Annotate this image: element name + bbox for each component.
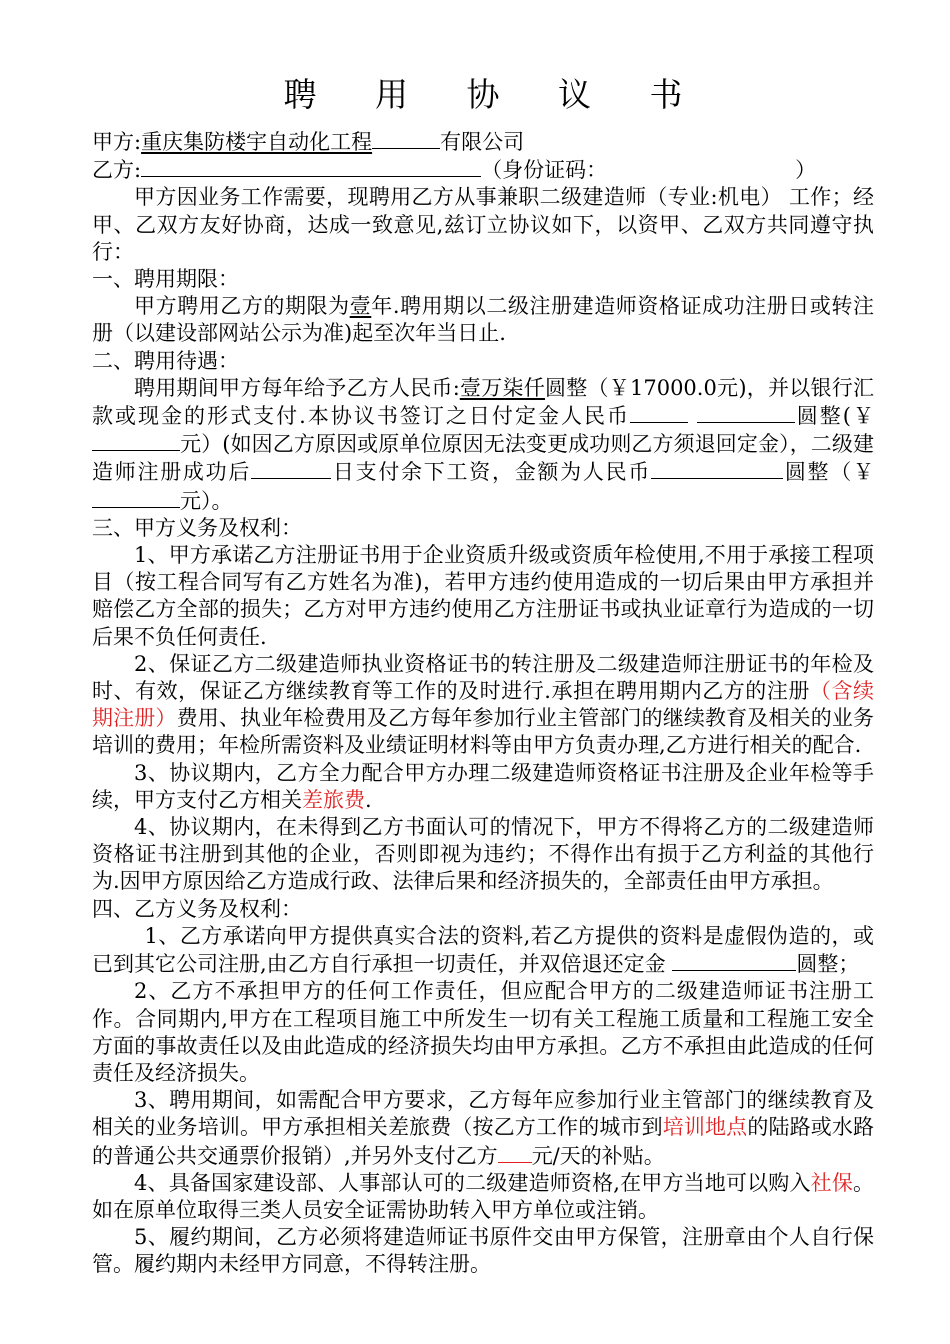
document-title: 聘 用 协 议 书 bbox=[283, 75, 707, 114]
party-a-line bbox=[92, 128, 874, 156]
section-4-item-4: 4、具备国家建设部、人事部认可的二级建造师资格,在甲方当地可以购入社保。如在原单位取得三类人员安全证需协助转入甲方单位或注销。 bbox=[92, 1170, 874, 1222]
section-4-item-5: 5、履约期间，乙方必须将建造师证书原件交由甲方保管，注册章由个人自行保管。履约期内未经甲方同意，不得转注册。 bbox=[92, 1225, 874, 1277]
amount-cn: 壹万柒仟 bbox=[459, 375, 545, 400]
renewal-note: （含续期注册） bbox=[92, 679, 874, 731]
section-2-heading: 二、聘用待遇： bbox=[92, 348, 239, 373]
party-b-line bbox=[92, 156, 874, 184]
deposit-cn-blank-2 bbox=[697, 402, 795, 423]
deposit-cn-blank-1 bbox=[630, 402, 688, 423]
pay-day-blank bbox=[251, 458, 331, 479]
deposit-num-blank bbox=[92, 430, 180, 451]
party-b-name-blank bbox=[141, 156, 481, 177]
section-4-item-1: 1、乙方承诺向甲方提供真实合法的资料,若乙方提供的资料是虚假伪造的，或已到其它公司注册,由乙方自行承担一切责任，并双倍退还定金 圆整； bbox=[92, 923, 874, 977]
section-3-heading: 三、甲方义务及权利： bbox=[92, 515, 302, 540]
party-a-blank bbox=[372, 128, 440, 149]
section-1-paragraph: 甲方聘用乙方的期限为壹年.聘用期以二级注册建造师资格证成功注册日或转注册（以建设部网站公示为准)起至次年当日止. bbox=[92, 294, 875, 346]
section-4-heading: 四、乙方义务及权利： bbox=[92, 896, 302, 921]
daily-allowance-blank bbox=[498, 1142, 532, 1163]
section-2-paragraph: 聘用期间甲方每年给予乙方人民币:壹万柒仟圆整（￥17000.0元)，并以银行汇款或现金的形式支付.本协议书签订之日付定金人民币 圆整(￥元）(如因乙方原因或原单位原因无法变更成功则乙方须退回定金），二级建造师注册成功后 日支付余下工资，金额为人民币 圆整（￥元）。 bbox=[92, 375, 875, 513]
refund-amount-blank bbox=[672, 950, 796, 971]
party-b-label: 乙方: bbox=[92, 158, 142, 183]
social-insurance-text: 社保 bbox=[810, 1170, 853, 1195]
section-3-item-3: 3、协议期内，乙方全力配合甲方办理二级建造师资格证书注册及企业年检等手续，甲方支付乙方相关差旅费. bbox=[92, 760, 874, 812]
section-4-item-2: 2、乙方不承担甲方的任何工作责任，但应配合甲方的二级建造师证书注册工作。合同期内,甲方在工程项目施工中所发生一切有关工程施工质量和工程施工安全方面的事故责任以及由此造成的经济损失均由甲方承担。乙方不承担由此造成的任何责任及经济损失。 bbox=[92, 979, 874, 1085]
training-location-text: 培训地点 bbox=[662, 1115, 748, 1140]
section-1-heading: 一、聘用期限： bbox=[92, 267, 239, 292]
party-b-id-label: （身份证码： bbox=[481, 158, 608, 183]
section-3-item-2: 2、保证乙方二级建造师执业资格证书的转注册及二级建造师注册证书的年检及时、有效，保证乙方继续教育等工作的及时进行.承担在聘用期内乙方的注册（含续期注册）费用、执业年检费用及乙方每年参加行业主管部门的继续教育及相关的业务培训的费用；年检所需资料及业绩证明材料等由甲方负责办理,乙方进行相关的配合. bbox=[92, 651, 875, 758]
balance-num-blank bbox=[92, 487, 180, 508]
section-4-item-3: 3、聘用期间，如需配合甲方要求，乙方每年应参加行业主管部门的继续教育及相关的业务培训。甲方承担相关差旅费（按乙方工作的城市到培训地点的陆路或水路的普通公共交通票价报销）,并另外支付乙方 元/天的补贴。 bbox=[92, 1088, 875, 1168]
intro-paragraph: 甲方因业务工作需要，现聘用乙方从事兼职二级建造师（专业:机电） 工作；经甲、乙双方友好协商，达成一致意见,兹订立协议如下，以资甲、乙双方共同遵守执行： bbox=[92, 185, 874, 264]
party-a-company: 重庆集防楼宇自动化工程 bbox=[141, 130, 373, 154]
party-a-label: 甲方: bbox=[92, 130, 142, 154]
agreement-document bbox=[92, 72, 874, 1279]
section-3-item-1: 1、甲方承诺乙方注册证书用于企业资质升级或资质年检使用,不用于承接工程项目（按工程合同写有乙方姓名为准)，若甲方违约使用造成的一切后果由甲方承担并赔偿乙方全部的损失；乙方对甲方违约使用乙方注册证书或执业证章行为造成的一切后果不负任何责任. bbox=[92, 543, 874, 649]
party-a-suffix: 有限公司 bbox=[440, 130, 525, 154]
travel-expense-text: 差旅费 bbox=[302, 787, 365, 812]
term-value: 壹 bbox=[349, 294, 372, 319]
section-3-item-4: 4、协议期内，在未得到乙方书面认可的情况下，甲方不得将乙方的二级建造师资格证书注册到其他的企业，否则即视为违约；不得作出有损于乙方利益的其他行为.因甲方原因给乙方造成行政、法律后果和经济损失的，全部责任由甲方承担。 bbox=[92, 815, 874, 894]
balance-cn-blank bbox=[651, 458, 783, 479]
party-b-id-close: ） bbox=[795, 158, 817, 183]
